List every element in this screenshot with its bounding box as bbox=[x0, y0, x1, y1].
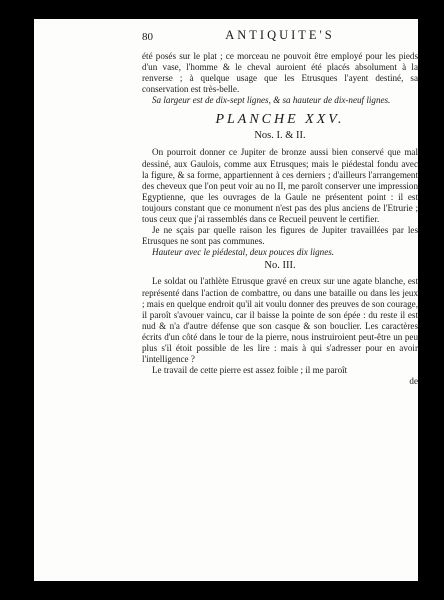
top-paragraph: été posés sur le plat ; ce morceau ne pouvoit être employé pour les pieds d'un vase, l'homme & le cheval auroient été placés absolument à la renverse ; à quelque usage que les Etrusques l'ayent destiné, sa conservation est très-belle. bbox=[142, 51, 418, 95]
section1-dimensions: Hauteur avec le piédestal, deux pouces dix lignes. bbox=[152, 247, 335, 258]
catchword: de bbox=[409, 376, 418, 387]
section1-paragraph: Je ne sçais par quelle raison les figures de Jupiter travaillées par les Etrusques ne sont pas communes. bbox=[142, 225, 418, 247]
top-dimensions: Sa largeur est de dix-sept lignes, & sa hauteur de dix-neuf lignes. bbox=[152, 95, 391, 106]
running-title: ANTIQUITE'S bbox=[225, 28, 335, 42]
section1-heading: Nos. I. & II. bbox=[254, 130, 306, 142]
section2-paragraph: Le travail de cette pierre est assez foible ; il me paroît bbox=[152, 365, 348, 376]
section2-heading: No. III. bbox=[264, 260, 296, 272]
page-number: 80 bbox=[142, 31, 153, 43]
book-page bbox=[34, 19, 418, 581]
page-header bbox=[142, 19, 418, 51]
section2-paragraph: Le soldat ou l'athlète Etrusque gravé en creux sur une agate blanche, est représenté dans l'action de combattre, ou dans une bataille ou dans les jeux ; mais en quelque endroit qu'il ait voulu donner des preuves de son courage, il paroît s'avouer vaincu, car il baisse la pointe de son épée : du reste il est nud & n'a d'autre défense que son casque & son bouclier. Les caractères écrits d'un côté dans le tour de la pierre, nous instruiroient peut-être un peu plus s'il étoit possible de les lire : mais à qui s'adresser pour en avoir l'intelligence ? bbox=[142, 276, 418, 365]
plate-title: PLANCHE XXV. bbox=[215, 112, 345, 128]
section1-paragraph: On pourroit donner ce Jupiter de bronze aussi bien conservé que mal dessiné, aux Gaulois, comme aux Etrusques; mais le piédestal fondu avec la figure, & sa forme, appartiennent à ces derniers ; d'ailleurs l'arrangement des cheveux que l'on peut voir au no II, me paroît conserver une impression Egyptienne, que les ouvrages de la Gaule ne présentent point : il est toujours constant que ce monument n'est pas des plus anciens de l'Etrurie ; tous ceux que j'ai rassemblés dans ce Recueil peuvent le certifier. bbox=[142, 147, 418, 225]
text-column bbox=[142, 19, 418, 387]
